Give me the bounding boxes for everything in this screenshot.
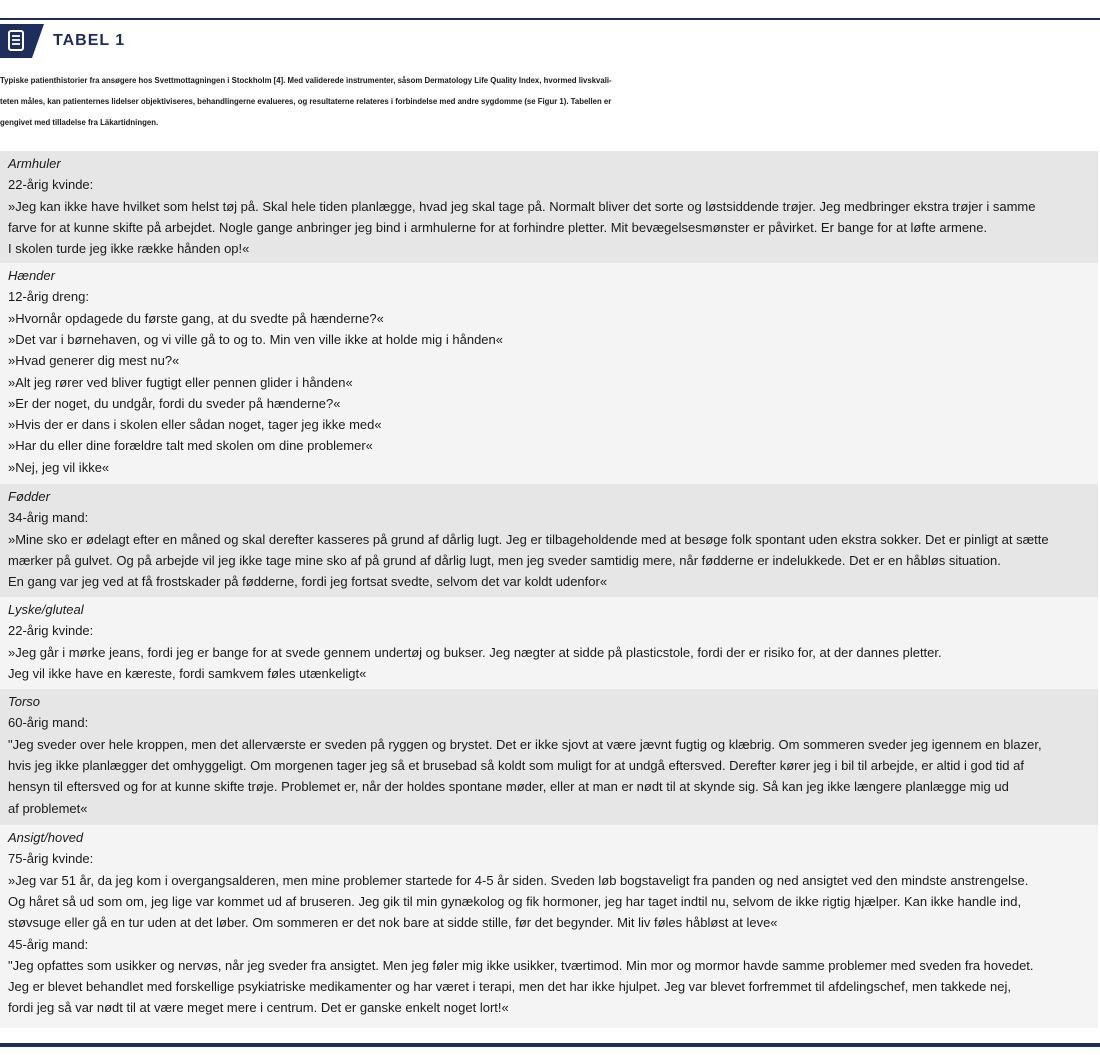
quote-line: af problemet« xyxy=(8,800,88,816)
quote-line: »Jeg var 51 år, da jeg kom i overgangsalderen, men mine problemer startede for 4-5 år siden. Sveden løb bogstaveligt fra panden og ned ansigtet ved den mindste anstrengelse. xyxy=(8,872,1029,888)
quote-line: Og håret så ud som om, jeg lige var kommet ud af bruseren. Jeg gik til min gynækolog og fik hormoner, jeg har taget indtil nu, selvom de ikke rigtig hjælper. Kan ikke handle ind, xyxy=(8,893,1022,909)
section-title: Hænder xyxy=(8,268,55,283)
quote-line: Jeg vil ikke have en kæreste, fordi samkvem føles utænkeligt« xyxy=(8,665,367,681)
section-armhuler xyxy=(0,151,1098,263)
quote-line: mærker på gulvet. Og på arbejde vil jeg ikke tage mine sko af på grund af dårlig lugt, men jeg sveder samtidig mere, når fødderne er indelukkede. Det er en håbløs situation. xyxy=(8,552,1001,568)
quote-line: fordi jeg så var nødt til at være meget mere i centrum. Det er ganske enkelt noget lort!« xyxy=(8,1000,509,1016)
quote-line: »Jeg kan ikke have hvilket som helst tøj på. Skal hele tiden planlægge, hvad jeg skal tage på. Normalt bliver det sorte og løstsiddende trøjer. Jeg medbringer ekstra trøjer i samme xyxy=(8,198,1036,214)
section-foedder xyxy=(0,484,1098,597)
patient-label: 22-årig kvinde: xyxy=(8,623,94,639)
quote-line: "Jeg opfattes som usikker og nervøs, når jeg sveder fra ansigtet. Men jeg føler mig ikke usikker, tværtimod. Min mor og mormor havde samme problemer med sveden fra hovedet. xyxy=(8,957,1034,973)
quote-line: »Alt jeg rører ved bliver fugtigt eller pennen glider i hånden« xyxy=(8,374,353,390)
quote-line: »Har du eller dine forældre talt med skolen om dine problemer« xyxy=(8,438,373,454)
quote-line: farve for at kunne skifte på arbejdet. Nogle gange anbringer jeg bind i armhulerne for at forhindre pletter. Mit bevægelsesmønster er påvirket. Er bange for at løfte armene. xyxy=(8,219,988,235)
quote-line: hvis jeg ikke planlægger det omhyggeligt. Om morgenen tager jeg så et brusebad så koldt som muligt for at undgå eftersved. Derefter kører jeg i bil til arbejde, er altid i god tid af xyxy=(8,757,1024,773)
quote-line: »Hvad generer dig mest nu?« xyxy=(8,353,180,369)
top-rule xyxy=(0,18,1100,20)
patient-label: 12-årig dreng: xyxy=(8,289,89,305)
document-list-icon xyxy=(0,24,44,58)
quote-line: »Det var i børnehaven, og vi ville gå to og to. Min ven ville ikke at holde mig i hånden« xyxy=(8,331,503,347)
quote-line: 45-årig mand: xyxy=(8,936,89,952)
section-title: Torso xyxy=(8,694,41,709)
quote-line: »Mine sko er ødelagt efter en måned og skal derefter kasseres på grund af dårlig lugt. Jeg er tilbageholdende med at besøge folk spontant uden ekstra sokker. Det er pinligt at sætte xyxy=(8,531,1049,547)
table-title: TABEL 1 xyxy=(53,32,126,49)
caption-line: teten måles, kan patienternes lidelser objektiviseres, behandlingerne evalueres, og resultaterne relateres i forbindelse med andre sygdomme (se Figur 1). Tabellen er xyxy=(0,97,612,106)
section-lyske-gluteal xyxy=(0,597,1098,689)
section-torso xyxy=(0,689,1098,825)
section-title: Ansigt/hoved xyxy=(8,830,84,845)
table-caption xyxy=(0,70,1100,133)
quote-line: »Jeg går i mørke jeans, fordi jeg er bange for at svede gennem undertøj og bukser. Jeg nægter at sidde på plasticstole, fordi der er risiko for, at der dannes pletter. xyxy=(8,644,942,660)
caption-line: gengivet med tilladelse fra Läkartidningen. xyxy=(0,118,159,127)
section-ansigt-hoved xyxy=(0,825,1098,1028)
patient-label: 60-årig mand: xyxy=(8,715,89,731)
quote-line: I skolen turde jeg ikke række hånden op!« xyxy=(8,241,250,257)
quote-line: En gang var jeg ved at få frostskader på fødderne, fordi jeg fortsat svedte, selvom det var koldt udenfor« xyxy=(8,574,608,590)
section-haender xyxy=(0,263,1098,484)
patient-label: 34-årig mand: xyxy=(8,510,89,526)
caption-line: Typiske patienthistorier fra ansøgere hos Svettmottagningen i Stockholm [4]. Med validerede instrumenter, såsom Dermatology Life Quality Index, hvormed livskvali- xyxy=(0,76,612,85)
quote-line: Jeg er blevet behandlet med forskellige psykiatriske medikamenter og har været i terapi, men det har ikke hjulpet. Jeg var blevet forfremmet til afdelingschef, men takkede nej, xyxy=(8,979,1011,995)
section-title: Lyske/gluteal xyxy=(8,602,84,617)
section-title: Armhuler xyxy=(8,156,61,171)
quote-line: "Jeg sveder over hele kroppen, men det allerværste er sveden på ryggen og brystet. Det er ikke sjovt at være jævnt fugtig og klæbrig. Om sommeren sveder jeg igennem en blazer, xyxy=(8,736,1042,752)
patient-label: 22-årig kvinde: xyxy=(8,177,94,193)
quote-line: støvsuge eller gå en tur uden at det løber. Om sommeren er det nok bare at sidde stille, før det begynder. Mit liv føles håbløst at leve« xyxy=(8,915,778,931)
table-header xyxy=(0,24,1100,60)
quote-line: »Er der noget, du undgår, fordi du sveder på hænderne?« xyxy=(8,395,341,411)
quote-line: »Nej, jeg vil ikke« xyxy=(8,459,110,475)
quote-line: »Hvornår opdagede du første gang, at du svedte på hænderne?« xyxy=(8,310,384,326)
patient-label: 75-årig kvinde: xyxy=(8,851,94,867)
section-title: Fødder xyxy=(8,489,50,504)
quote-line: hensyn til eftersved og for at kunne skifte trøje. Problemet er, når der holdes spontane møder, eller at man er nødt til at skynde sig. Så kan jeg ikke længere planlægge mig ud xyxy=(8,779,1009,795)
quote-line: »Hvis der er dans i skolen eller sådan noget, tager jeg ikke med« xyxy=(8,417,382,433)
bottom-rule xyxy=(0,1043,1100,1047)
